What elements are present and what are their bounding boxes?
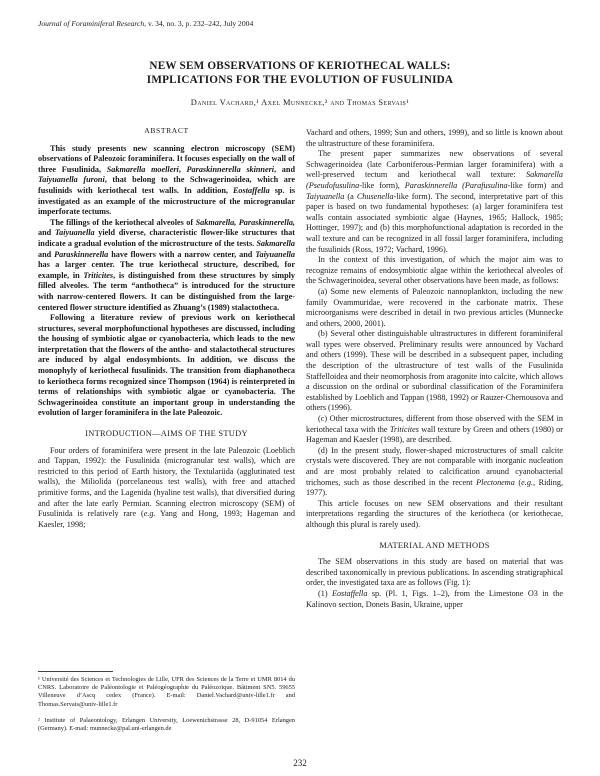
right-paragraph-5: (c) Other microstructures, different from those observed with the SEM in keriothecal taxa with the Triticites wall texture by Green and others (1980) or Hageman and Kaesler (1998), are described. [306,414,563,445]
abstract-paragraph-3: Following a literature review of previous work on keriothecal structures, several morphofunctional hypotheses are discussed, including the housing of symbiotic algae or cyanobacteria, which leads to the new interpretation that the flowers of the antho- and stalactothecal structures are induced by algal endosymbionts. In addition, we discuss the monophyly of keriothecal fusulinids. The transition from diaphanotheca to keriotheca forms recognized since Thompson (1964) is reinterpreted in terms of relationships with symbiotic algae or cyanobacteria. The Schwagerinoidea constitute an important group in understanding the evolution of larger foraminifera in the late Paleozoic. [38,313,295,418]
journal-name: Journal of Foraminiferal Research, [38,19,147,28]
title-line-2: IMPLICATIONS FOR THE EVOLUTION OF FUSULINIDA [146,74,454,86]
intro-paragraph-1: Four orders of foraminifera were present in the late Paleozoic (Loeblich and Tappan, 1992): the Fusulinida (microgranular test walls), which are restricted to this period of Earth history, the Textulariida (agglutinated test walls), the Miliolida (porcelaneous test walls), with free and attached primitive forms, and the Lagenida (hyaline test walls), that diversified during and after the late early Permian. Scanning electron microscopy (SEM) of Fusulinida is relatively rare (e.g. Yang and Hong, 1993; Hageman and Kaesler, 1998; [38,445,295,529]
methods-paragraph-2: (1) Eostaffella sp. (Pl. 1, Figs. 1–2), from the Limestone O3 in the Kalinovo section, Donets Basin, Ukraine, upper [306,588,563,609]
footnote-rule [38,671,113,672]
right-paragraph-7: This article focuses on new SEM observations and their resultant interpretations regarding the structures of the keriotheca (or keriothecae, although this plural is rarely used). [306,498,563,529]
journal-header [38,19,253,28]
right-paragraph-2: In the context of this investigation, of which the major aim was to recognize remains of endosymbiotic algae within the keriothecal alveoles of the Schwagerinoidea, several other observations have been made, as follows: [306,255,563,286]
right-column [306,128,563,610]
right-paragraph-4: (b) Several other distinguishable ultrastructures in different foraminiferal wall types were observed. Preliminary results were announced by Vachard and others (1999). These will be described in a subsequent paper, including the description of the ultrastructure of test walls of the Fusulinida Staffelloidea and their neomorphosis from aragonite into calcite, which allows a discussion on the ordinal or subordinal classification of the Foraminifera established by Loeblich and Tappan (1988, 1992) or Rauzer-Chernousova and others (1996). [306,329,563,413]
footnote-2: ² Institute of Palaeontology, Erlangen University, Loewenichstrasse 28, D-91054 Erlangen (Germany). E-mail: munnecke@pal.uni-erlangen.de [38,717,295,733]
abstract-heading: ABSTRACT [144,126,189,135]
right-paragraph-3: (a) Some new elements of Paleozoic nannoplankton, including the new family Ovammuridae, were recovered in the carbonate matrix. These microorganisms were described in detail in two previous articles (Munnecke and others, 2000, 2001). [306,286,563,328]
page-number: 232 [293,758,307,768]
left-column [38,126,295,530]
abstract-paragraph-2: The fillings of the keriothecal alveoles of Sakmarella, Paraskinnerella, and Taiyuanella yield diverse, characteristic flower-like structures that indicate a gradual evolution of the microstructure of the tests. Sakmarella and Paraskinnerella have flowers with a narrow center, and Taiyuanella has a larger center. The true keriothecal structure, described, for example, in Triticites, is distinguished from these structures by simply filled alveoles. The term “anthotheca” is introduced for the structure with narrow-centered flowers. It can be distinguished from the large-centered flower structure identified as Zhuang’s (1989) stalactotheca. [38,217,295,312]
abstract-paragraph-1: This study presents new scanning electron microscopy (SEM) observations of Paleozoic foraminifera. It focuses especially on the wall of three Fusulinida, Sakmarella moelleri, Paraskinnerella skinneri, and Taiyuanella furoni, that belong to the Schwagerinoidea, which are fusulinids with keriothecal test walls. In addition, Eostaffella sp. is investigated as an example of the microstructure of the microgranular imperforate tectums. [38,143,296,217]
journal-volume: v. 34, no. 3, p. 232–242, July 2004 [148,19,254,28]
intro-heading: INTRODUCTION—AIMS OF THE STUDY [85,429,248,439]
methods-paragraph-1: The SEM observations in this study are based on material that was described taxonomically in previous publications. In ascending stratigraphical order, the investigated taxa are as follows (Fig. 1): [306,557,563,588]
footnote-1: ¹ Université des Sciences et Technologies de Lille, UFR des Sciences de la Terre et UMR 8014 du CNRS. Laboratoire de Paléontologie et Paléogéographie du Paléozoïque. Bâtiment SN5. 59655 Villeneuve d’Ascq cedex (France). E-mail: Daniel.Vachard@univ-lille1.fr and Thomas.Servais@univ-lille1.fr [38,676,295,708]
paper-title [60,59,540,87]
right-paragraph-0: Vachard and others, 1999; Sun and others, 1999), and so little is known about the ultrastructure of these foraminifera. [306,128,563,148]
right-paragraph-1: The present paper summarizes new observations of several Schwagerinoidea (late Carboniferous-Permian larger foraminifera) with a well-preserved tectum and keriothecal wall texture: Sakmarella (Pseudofusulina-like form), Paraskinnerella (Parafusulina-like form) and Taiyuanella (a Chusenella-like form). The second, interpretative part of this paper is based on two fundamental hypotheses: (a) larger foraminifera test walls contain associated symbiotic algae (Haynes, 1965; Hallock, 1985; Hottinger, 1997); and (b) this morphofunctional adaptation is recorded in the wall texture and can be recognized in all fossil larger foraminifera, including the fusulinids (Ross, 1972; Vachard, 1996). [306,149,563,254]
right-paragraph-6: (d) In the present study, flower-shaped microstructures of small calcite crystals were discovered. They are not comparable with inorganic nucleation and are most probably related to calcification around cyanobacterial trichomes, such as those described in the recent Plectonema (e.g., Riding, 1977). [306,445,564,498]
methods-heading: MATERIAL AND METHODS [379,540,490,550]
authors: Daniel Vachard,¹ Axel Munnecke,² and Thomas Servais¹ [190,98,410,107]
title-line-1: NEW SEM OBSERVATIONS OF KERIOTHECAL WALLS: [149,60,451,72]
